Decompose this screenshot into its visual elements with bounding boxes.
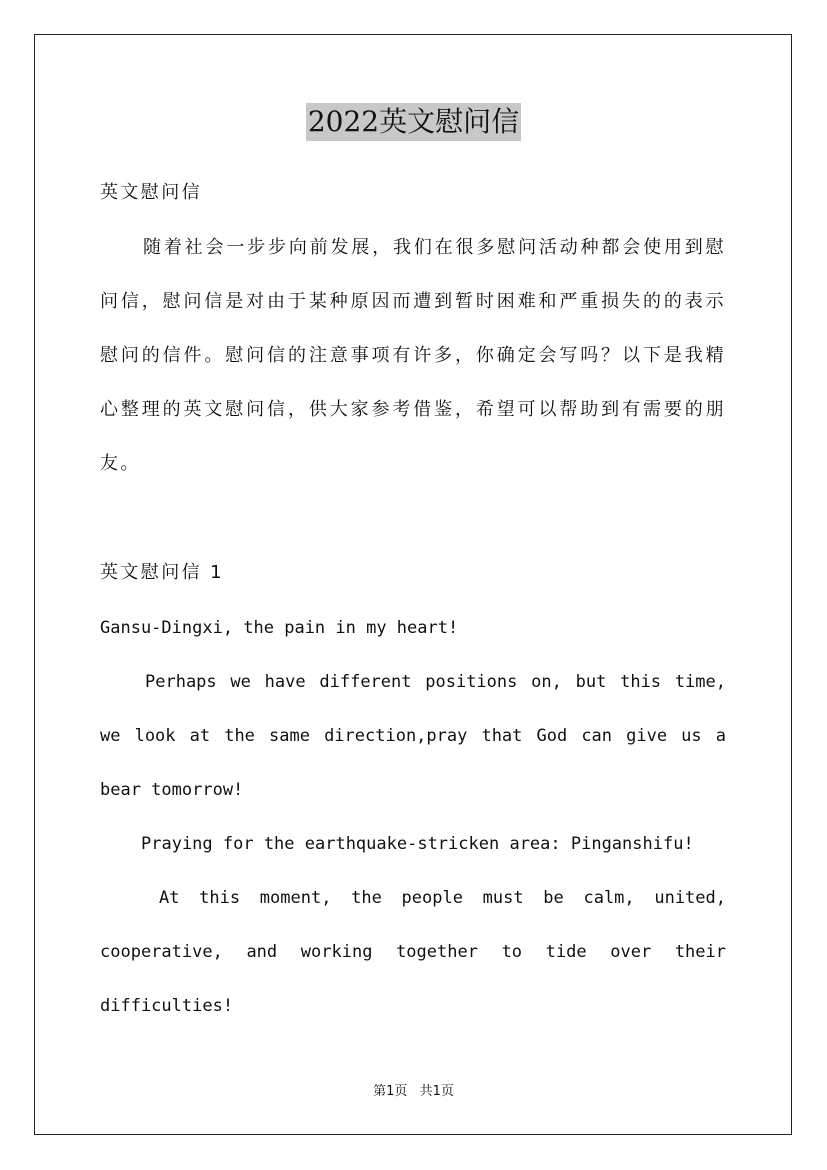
page-total: 共1页: [419, 1084, 454, 1099]
letter-line: cooperative, and working together to tide over their: [100, 942, 726, 962]
letter-line: At this moment, the people must be calm, united,: [159, 888, 726, 908]
intro-line: 随着社会一步步向前发展，我们在很多慰问活动种都会使用到慰: [143, 237, 726, 258]
intro-line: 友。: [100, 453, 141, 474]
letter-line: Perhaps we have different positions on, but this time,: [145, 672, 726, 692]
section-heading: 英文慰问信 1: [100, 562, 224, 583]
letter-line: we look at the same direction,pray that God can give us a: [100, 726, 726, 746]
intro-line: 心整理的英文慰问信，供大家参考借鉴，希望可以帮助到有需要的朋: [100, 399, 726, 420]
letter-line: bear tomorrow!: [100, 780, 244, 800]
document-subtitle: 英文慰问信: [100, 182, 202, 203]
intro-line: 慰问的信件。慰问信的注意事项有许多，你确定会写吗？以下是我精: [100, 345, 726, 366]
page-number: 第1页: [373, 1084, 408, 1099]
document-title: 2022英文慰问信: [306, 103, 521, 141]
title-container: [0, 103, 827, 141]
letter-line: Praying for the earthquake-stricken area: Pinganshifu!: [141, 834, 694, 854]
letter-line: difficulties!: [100, 996, 234, 1016]
letter-line: Gansu-Dingxi, the pain in my heart!: [100, 618, 459, 638]
page-footer: [0, 1084, 827, 1100]
intro-line: 问信，慰问信是对由于某种原因而遭到暂时困难和严重损失的的表示: [100, 291, 726, 312]
